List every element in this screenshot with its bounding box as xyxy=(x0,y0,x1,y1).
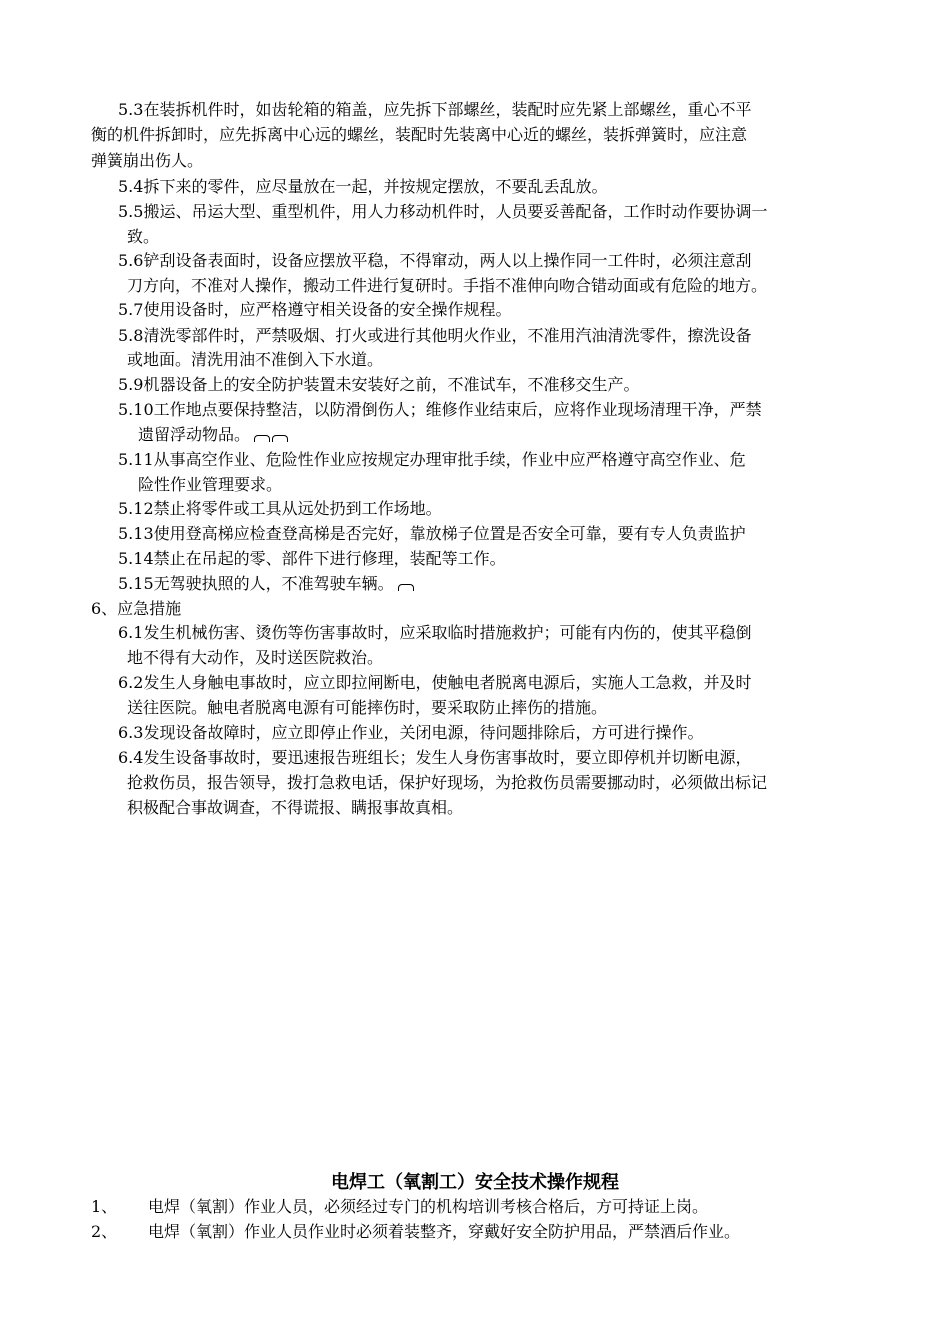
text-line-with-marks xyxy=(138,424,288,446)
text-line: 弹簧崩出伤人。 xyxy=(91,151,204,170)
edit-mark-icon xyxy=(398,584,414,591)
list-item xyxy=(91,1196,708,1218)
text-span: 遗留浮动物品。 xyxy=(138,425,251,444)
text-line: 5.12禁止将零件或工具从远处扔到工作场地。 xyxy=(118,499,442,518)
section-title: 电焊工（氧割工）安全技术操作规程 xyxy=(331,1172,619,1193)
text-line: 6.3发现设备故障时，应立即停止作业，关闭电源，待问题排除后，方可进行操作。 xyxy=(118,723,704,742)
text-line: 5.14禁止在吊起的零、部件下进行修理，装配等工作。 xyxy=(118,549,506,568)
text-line: 积极配合事故调查，不得谎报、瞒报事故真相。 xyxy=(127,798,464,817)
text-line: 衡的机件拆卸时，应先拆离中心远的螺丝，装配时先装离中心近的螺丝，装拆弹簧时，应注意 xyxy=(91,125,748,144)
text-span: 5.15无驾驶执照的人，不准驾驶车辆。 xyxy=(118,574,394,593)
edit-mark-icon xyxy=(272,435,288,442)
text-line: 地不得有大动作，及时送医院救治。 xyxy=(127,648,384,667)
text-line: 5.8清洗零部件时，严禁吸烟、打火或进行其他明火作业，不准用汽油清洗零件，擦洗设备 xyxy=(118,326,752,345)
text-line: 6.2发生人身触电事故时，应立即拉闸断电，使触电者脱离电源后，实施人工急救，并及时 xyxy=(118,673,752,692)
text-line: 送往医院。触电者脱离电源有可能摔伤时，要采取防止摔伤的措施。 xyxy=(127,698,608,717)
item-number: 1、 xyxy=(91,1197,118,1216)
item-number: 2、 xyxy=(91,1222,118,1241)
text-line: 或地面。清洗用油不准倒入下水道。 xyxy=(127,350,384,369)
item-text: 电焊（氧割）作业人员，必须经过专门的机构培训考核合格后，方可持证上岗。 xyxy=(148,1197,709,1216)
text-line: 抢救伤员，报告领导，拨打急救电话，保护好现场，为抢救伤员需要挪动时，必须做出标记 xyxy=(127,773,768,792)
edit-mark-icon xyxy=(254,435,270,442)
text-line: 致。 xyxy=(127,227,160,246)
text-line: 5.9机器设备上的安全防护装置未安装好之前，不准试车，不准移交生产。 xyxy=(118,375,640,394)
text-line: 6.4发生设备事故时，要迅速报告班组长；发生人身伤害事故时，要立即停机并切断电源， xyxy=(118,748,752,767)
text-line: 5.4拆下来的零件，应尽量放在一起，并按规定摆放，不要乱丢乱放。 xyxy=(118,177,608,196)
text-line: 6.1发生机械伤害、烫伤等伤害事故时，应采取临时措施救护；可能有内伤的，使其平稳倒 xyxy=(118,623,752,642)
text-line: 5.3在装拆机件时，如齿轮箱的箱盖，应先拆下部螺丝，装配时应先紧上部螺丝，重心不平 xyxy=(118,100,752,119)
text-line: 5.13使用登高梯应检查登高梯是否完好，靠放梯子位置是否安全可靠，要有专人负责监护 xyxy=(118,524,746,543)
text-line: 5.6铲刮设备表面时，设备应摆放平稳，不得窜动，两人以上操作同一工件时，必须注意刮 xyxy=(118,251,752,270)
section-heading: 6、应急措施 xyxy=(91,599,182,618)
text-line-with-marks xyxy=(118,573,414,595)
text-line: 5.10工作地点要保持整洁，以防滑倒伤人；维修作业结束后，应将作业现场清理干净，严禁 xyxy=(118,400,762,419)
text-line: 5.5搬运、吊运大型、重型机件，用人力移动机件时，人员要妥善配备，工作时动作要协调一 xyxy=(118,202,768,221)
item-text: 电焊（氧割）作业人员作业时必须着装整齐，穿戴好安全防护用品，严禁酒后作业。 xyxy=(148,1222,741,1241)
list-item xyxy=(91,1221,740,1243)
text-line: 险性作业管理要求。 xyxy=(138,475,283,494)
text-line: 5.7使用设备时，应严格遵守相关设备的安全操作规程。 xyxy=(118,300,512,319)
text-line: 5.11从事高空作业、危险性作业应按规定办理审批手续，作业中应严格遵守高空作业、危 xyxy=(118,450,746,469)
text-line: 刀方向，不准对人操作，搬动工件进行复研时。手指不准伸向吻合错动面或有危险的地方。 xyxy=(127,276,768,295)
